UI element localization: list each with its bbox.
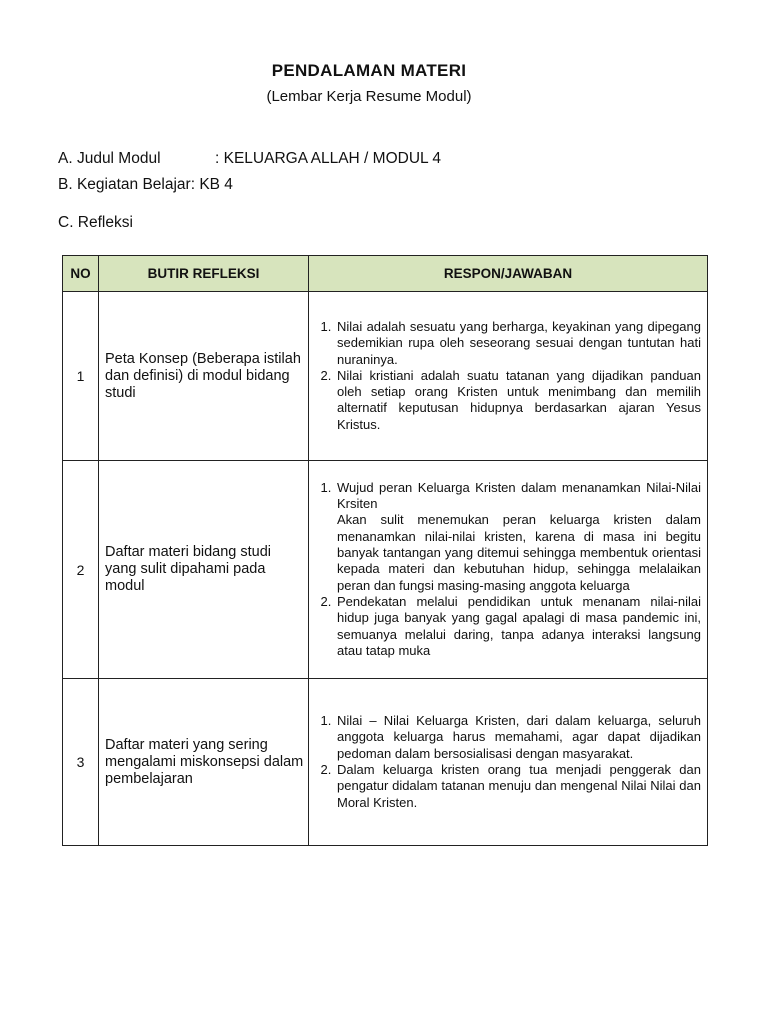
module-title-label: A. Judul Modul: [58, 150, 161, 167]
learning-activity-row: [58, 176, 233, 194]
page-subtitle: (Lembar Kerja Resume Modul): [266, 88, 472, 105]
table-header-row: [63, 256, 708, 292]
header-butir-refleksi: BUTIR REFLEKSI: [99, 256, 309, 292]
response-item: [335, 762, 701, 811]
response-list: [313, 480, 701, 659]
response-text: Nilai – Nilai Keluarga Kristen, dari dalam keluarga, seluruh anggota keluarga harus memahami, agar dapat dijadikan pedoman dalam bersosialisasi dengan masyarakat.: [337, 713, 701, 761]
response-item: [335, 480, 701, 594]
learning-activity-value: : KB 4: [190, 176, 233, 193]
response-cell: [309, 679, 708, 846]
reflection-item: Daftar materi yang sering mengalami miskonsepsi dalam pembelajaran: [99, 679, 309, 846]
response-cell: [309, 292, 708, 461]
response-item: [335, 713, 701, 762]
response-item: [335, 368, 701, 433]
row-number: 3: [63, 679, 99, 846]
row-number: 1: [63, 292, 99, 461]
reflection-item: Peta Konsep (Beberapa istilah dan definisi) di modul bidang studi: [99, 292, 309, 461]
response-list: [313, 319, 701, 433]
response-text: Dalam keluarga kristen orang tua menjadi penggerak dan pengatur didalam tatanan menuju dan mengenal Nilai Nilai dan Moral Kristen.: [337, 762, 701, 810]
module-title-value: : KELUARGA ALLAH / MODUL 4: [215, 150, 441, 167]
page-title: PENDALAMAN MATERI: [271, 61, 467, 80]
response-item: [335, 594, 701, 659]
learning-activity-label: B. Kegiatan Belajar: [58, 176, 191, 193]
table-row: [63, 292, 708, 461]
reflection-item: Daftar materi bidang studi yang sulit dipahami pada modul: [99, 461, 309, 679]
table-row: [63, 461, 708, 679]
response-text: Nilai adalah sesuatu yang berharga, keyakinan yang dipegang sedemikian rupa oleh seseorang sesuai dengan tuntutan hati nuraninya.: [337, 318, 701, 367]
response-text: Pendekatan melalui pendidikan untuk menanam nilai-nilai hidup juga banyak yang gagal apalagi di masa pandemic ini, semuanya melalui daring, tanpa adanya interaksi langsung atau tatap muka: [337, 593, 701, 658]
response-list: [313, 713, 701, 811]
response-item: [335, 319, 701, 368]
response-continuation: Akan sulit menemukan peran keluarga kristen dalam menanamkan nilai-nilai kristen, karena di masa ini begitu banyak tantangan yang ditemui sehingga membentuk orientasi kepada materi dan kebutuhan hidup, sehingga melalaikan peran dan fungsi masing-masing anggota keluarga: [337, 512, 701, 593]
reflection-table: [62, 255, 708, 846]
header-no: NO: [63, 256, 99, 292]
response-cell: [309, 461, 708, 679]
reflection-heading: C. Refleksi: [58, 214, 133, 231]
response-text: Wujud peran Keluarga Kristen dalam menanamkan Nilai-Nilai Krsiten: [337, 479, 701, 512]
response-text: Nilai kristiani adalah suatu tatanan yang dijadikan panduan oleh setiap orang Kristen untuk menimbang dan memilih alternatif keputusan hidupnya berdasarkan ajaran Yesus Kristus.: [337, 367, 701, 432]
header-respon-jawaban: RESPON/JAWABAN: [309, 256, 708, 292]
table-row: [63, 679, 708, 846]
module-title-row: [58, 150, 441, 168]
row-number: 2: [63, 461, 99, 679]
